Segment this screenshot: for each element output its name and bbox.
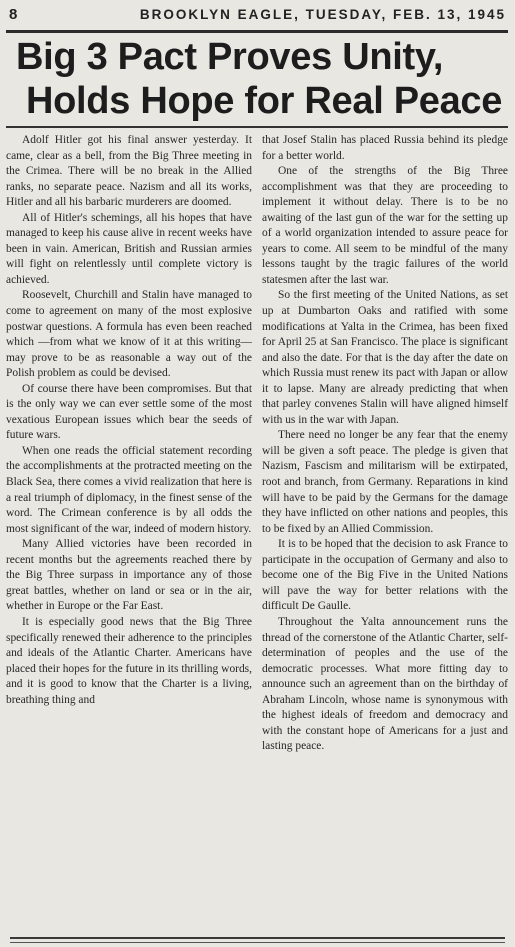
paragraph: It is especially good news that the Big Three specifically renewed their adherence to the principles and ideals of the Atlantic Charter. Americans have placed their hopes for the future in its thrilling words, and it is good to know that the Charter is a living, breathing thing and [6,615,252,706]
headline-rule [6,126,508,128]
masthead-rule [6,30,508,33]
paragraph: One of the strengths of the Big Three accomplishment was that they are proceeding to implement it without delay. There is to be no awaiting of the last gun of the war for the setting up of a world organization intended to assure peace for years to come. All seem to be mindful of the many lessons taught by the tragic failures of the world statesmen after the last war. [262,165,508,286]
paragraph: It is to be hoped that the decision to ask France to participate in the occupation of Germany and also to become one of the Big Five in the United Nations will pave the way for better relations with the difficult De Gaulle. [262,538,508,613]
paragraph: Of course there have been compromises. But that is the only way we can ever settle some of the most vexatious European issues which bear the seeds of future wars. [6,382,252,442]
bottom-rule [10,937,505,939]
paragraph: Many Allied victories have been recorded in recent months but the agreements reached there by the Big Three surpass in importance any of those great battles, whether on land or sea or in the air, whether in Europe or the Far East. [6,538,252,613]
headline-line-2: Holds Hope for Real Peace [26,80,503,122]
column-left [6,133,252,925]
paragraph: There need no longer be any fear that the enemy will be given a soft peace. The pledge is given that Nazism, Fascism and militarism will be extirpated, root and branch, from Germany. Reparations in kind will have to be paid by the Germans for the damage they have inflicted on other nations and peoples, this to be fixed by an Allied Commission. [262,429,508,535]
page-number: 8 [9,6,18,23]
paragraph-continued: that Josef Stalin has placed Russia behind its pledge for a better world. [262,134,508,162]
paragraph: Adolf Hitler got his final answer yesterday. It came, clear as a bell, from the Big Three meeting in the Crimea. There will be no break in the Allied ranks, no separate peace. Nazism and all its works, Hitler and all his barbaric murderers are doomed. [6,134,252,209]
paragraph: When one reads the official statement recording the accomplishments at the protracted meeting on the Black Sea, there comes a vivid realization that here is a real triumph of diplomacy, in the finest sense of the word. The Crimean conference is by all odds the most significant of the war, indeed of modern history. [6,444,252,535]
dateline: BROOKLYN EAGLE, TUESDAY, FEB. 13, 1945 [139,7,506,22]
bottom-rule-thin [10,942,505,943]
masthead [6,6,508,28]
column-right [262,133,508,925]
paragraph: Roosevelt, Churchill and Stalin have managed to come to agreement on many of the most explosive postwar questions. A formula has even been reached which —from what we know of it at this writing—may prove to be as reasonable a way out of the Polish problem as could be devised. [6,289,252,380]
paragraph: So the first meeting of the United Nations, as set up at Dumbarton Oaks and ratified with some modifications at Yalta in the Crimea, has been fixed for April 25 at San Francisco. The place is significant and also the date. For that is the day after the date on which Russia must renew its pact with Japan or allow it to lapse. Many are already predicting that when that parley convenes Stalin will have aligned himself with us in the war with Japan. [262,289,508,426]
article-body [6,133,508,925]
paragraph: Throughout the Yalta announcement runs the thread of the cornerstone of the Atlantic Charter, self-determination of peoples and the use of the democratic processes. What more fitting day to announce such an agreement than on the birthday of Abraham Lincoln, whose name is synonymous with the highest ideals of freedom and democracy and with the constant hope of Americans for a just and lasting peace. [262,615,508,753]
paragraph: All of Hitler's schemings, all his hopes that have managed to keep his cause alive in recent weeks have been in vain. American, British and Russian armies will fight on relentlessly until complete victory is achieved. [6,211,252,286]
headline-line-1: Big 3 Pact Proves Unity, [16,36,444,78]
